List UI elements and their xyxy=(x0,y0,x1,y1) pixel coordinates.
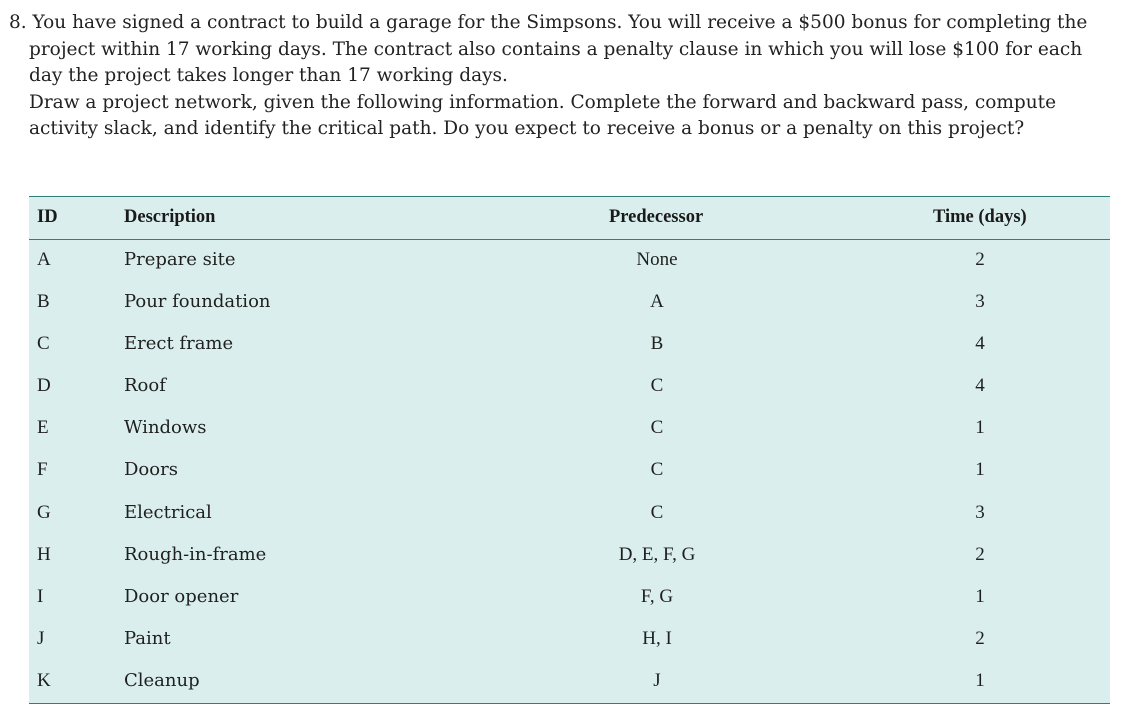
cell-predecessor: D, E, F, G xyxy=(618,543,696,565)
cell-predecessor: A xyxy=(650,291,664,313)
cell-description: Door opener xyxy=(124,585,239,607)
cell-description: Prepare site xyxy=(124,249,236,270)
problem-paragraph-1: 8. You have signed a contract to build a garage for the Simpsons. You will receive a $500 bonus for completing the project within 17 working days. The contract also contains a penalty clause in which you will lose $100 for each day the project takes longer than 17 working days. xyxy=(9,12,1088,86)
activity-table xyxy=(29,196,1110,704)
cell-description: Erect frame xyxy=(124,333,234,355)
cell-time: 1 xyxy=(975,585,985,607)
cell-time: 3 xyxy=(975,501,985,523)
cell-description: Doors xyxy=(124,459,178,481)
table-row xyxy=(29,408,1110,450)
cell-time: 2 xyxy=(975,543,985,565)
header-description: Description xyxy=(124,207,216,227)
table-row xyxy=(29,577,1110,619)
table-row xyxy=(29,450,1110,492)
cell-id: C xyxy=(37,333,50,355)
cell-id: I xyxy=(37,585,44,607)
cell-description: Windows xyxy=(124,417,207,439)
cell-time: 4 xyxy=(975,333,985,355)
cell-id: B xyxy=(37,291,50,313)
table-row xyxy=(29,661,1110,703)
header-id: ID xyxy=(37,207,58,227)
cell-description: Pour foundation xyxy=(124,291,271,313)
cell-predecessor: C xyxy=(650,501,664,523)
cell-time: 2 xyxy=(975,627,985,649)
table-row xyxy=(29,282,1110,324)
table-row xyxy=(29,240,1110,282)
cell-id: K xyxy=(37,669,51,691)
cell-description: Roof xyxy=(124,375,166,397)
cell-predecessor: J xyxy=(653,669,661,691)
cell-id: A xyxy=(37,249,51,270)
cell-time: 1 xyxy=(975,417,985,439)
cell-description: Electrical xyxy=(124,501,212,523)
cell-predecessor: B xyxy=(650,333,664,355)
cell-predecessor: C xyxy=(650,417,664,439)
table-header-row xyxy=(29,197,1110,240)
cell-time: 1 xyxy=(975,459,985,481)
cell-description: Paint xyxy=(124,627,171,649)
cell-time: 1 xyxy=(975,669,985,691)
table-row xyxy=(29,535,1110,577)
header-predecessor: Predecessor xyxy=(609,207,704,227)
cell-id: F xyxy=(37,459,48,481)
cell-predecessor: F, G xyxy=(640,585,674,607)
header-time: Time (days) xyxy=(933,207,1027,227)
table-body xyxy=(29,240,1110,703)
problem-statement xyxy=(9,10,1119,143)
cell-description: Rough-in-frame xyxy=(124,543,267,565)
table-row xyxy=(29,619,1110,661)
cell-id: D xyxy=(37,375,51,397)
cell-id: E xyxy=(37,417,49,439)
table-row xyxy=(29,493,1110,535)
cell-predecessor: C xyxy=(650,375,664,397)
problem-paragraph-2: Draw a project network, given the following information. Complete the forward and backward pass, compute activity slack, and identify the critical path. Do you expect to receive a bonus or a penalty on this project? xyxy=(29,91,1057,139)
table-row xyxy=(29,324,1110,366)
cell-description: Cleanup xyxy=(124,669,200,691)
cell-predecessor: C xyxy=(650,459,664,481)
cell-predecessor: H, I xyxy=(642,627,672,649)
cell-time: 2 xyxy=(975,249,985,270)
cell-predecessor: None xyxy=(636,249,678,270)
cell-id: J xyxy=(37,627,45,649)
cell-time: 4 xyxy=(975,375,985,397)
table-row xyxy=(29,366,1110,408)
cell-time: 3 xyxy=(975,291,985,313)
cell-id: G xyxy=(37,501,51,523)
cell-id: H xyxy=(37,543,51,565)
